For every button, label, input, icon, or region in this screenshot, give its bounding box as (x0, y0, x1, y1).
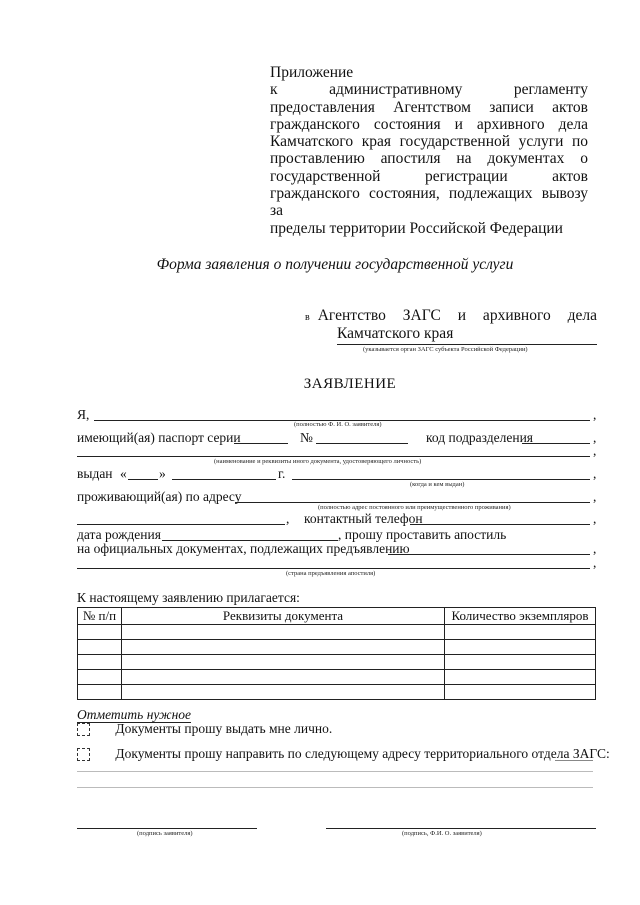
option-mail (77, 746, 610, 762)
table-row (78, 670, 596, 685)
table-cell[interactable] (122, 670, 445, 685)
issued-by-field[interactable] (292, 479, 590, 480)
comma: , (593, 466, 597, 481)
comma: , (593, 541, 597, 556)
addressee-prefix: в (305, 312, 310, 323)
addressee-line1: Агентство ЗАГС и архивного дела (317, 307, 597, 324)
comma: , (593, 555, 597, 570)
appendix-line: Камчатского края государственной услуги по (270, 133, 588, 151)
appendix-line: гражданского состояния, подлежащих вывозу за (270, 185, 588, 220)
table-cell[interactable] (78, 625, 122, 640)
signature-hint: (подпись заявителя) (137, 830, 193, 837)
official-docs-label: на официальных документах, подлежащих предъявлению (77, 541, 410, 556)
appendix-line: пределы территории Российской Федерации (270, 219, 563, 237)
issued-hint: (когда и кем выдан) (410, 481, 465, 488)
addressee-block (305, 307, 597, 354)
address-hint: (полностью адрес постоянного или преимущественного проживания) (318, 504, 511, 511)
i-label: Я, (77, 407, 90, 422)
passport-number-field[interactable] (316, 443, 408, 444)
table-cell[interactable] (445, 640, 596, 655)
appendix-line: предоставления Агентством записи актов (270, 98, 588, 116)
table-row (78, 685, 596, 700)
addressee-line2[interactable]: Камчатского края (337, 325, 597, 345)
document-hint: (наименование и реквизиты иного документа, удостоверяющего личность) (214, 458, 422, 465)
issued-day-field[interactable] (128, 479, 158, 480)
signature-fio-field[interactable] (326, 828, 596, 829)
passport-label: имеющий(ая) паспорт серии (77, 430, 241, 445)
zags-address-field[interactable] (555, 760, 593, 761)
passport-series-field[interactable] (234, 443, 288, 444)
birth-label: дата рождения (77, 527, 161, 542)
quote-close: » (159, 466, 166, 481)
table-cell[interactable] (445, 670, 596, 685)
table-cell[interactable] (445, 685, 596, 700)
address-field[interactable] (235, 502, 590, 503)
signature-field[interactable] (77, 828, 257, 829)
option-mail-label: Документы прошу направить по следующему адресу территориального отдела ЗАГС: (115, 746, 610, 761)
comma: , (593, 430, 597, 445)
attachments-table (77, 607, 596, 700)
year-suffix: г. (278, 466, 286, 481)
address-continued-field[interactable] (77, 524, 285, 525)
appendix-line: государственной регистрации актов (270, 167, 588, 185)
signature-fio-hint: (подпись, Ф.И. О. заявителя) (402, 830, 482, 837)
table-cell[interactable] (445, 625, 596, 640)
issued-label: выдан (77, 466, 113, 481)
official-docs-field[interactable] (388, 554, 590, 555)
table-cell[interactable] (122, 655, 445, 670)
checkbox-personal[interactable] (77, 723, 90, 736)
address-line[interactable] (77, 771, 593, 772)
comma: , (593, 489, 597, 504)
phone-field[interactable] (410, 524, 590, 525)
checkbox-mail[interactable] (77, 748, 90, 761)
country-field[interactable] (77, 568, 590, 569)
fio-hint: (полностью Ф. И. О. заявителя) (294, 421, 382, 428)
other-document-field[interactable] (77, 456, 590, 457)
comma: , (593, 511, 597, 526)
table-cell[interactable] (78, 640, 122, 655)
comma: , (593, 443, 597, 458)
apostille-request: , прошу проставить апостиль (338, 527, 507, 542)
option-personal (77, 721, 332, 737)
column-header: Реквизиты документа (122, 608, 445, 625)
table-cell[interactable] (78, 655, 122, 670)
attachments-label: К настоящему заявлению прилагается: (77, 590, 300, 605)
code-label: код подразделения (426, 430, 534, 445)
table-cell[interactable] (122, 685, 445, 700)
appendix-line: Приложение (270, 64, 354, 81)
table-row (78, 625, 596, 640)
column-header: № п/п (78, 608, 122, 625)
subdivision-code-field[interactable] (522, 443, 590, 444)
appendix-line: к административному регламенту (270, 81, 588, 99)
table-cell[interactable] (122, 625, 445, 640)
comma: , (286, 511, 290, 526)
address-line[interactable] (77, 787, 593, 788)
addressee-hint: (указывается орган ЗАГС субъекта Российской Федерации) (363, 346, 528, 353)
table-cell[interactable] (78, 685, 122, 700)
country-hint: (страна предъявления апостиля) (286, 570, 376, 577)
number-label: № (300, 430, 313, 445)
table-header-row (78, 608, 596, 625)
form-title: Форма заявления о получении государственной услуги (156, 256, 514, 273)
issued-month-field[interactable] (172, 479, 276, 480)
appendix-block (270, 64, 588, 237)
column-header: Количество экземпляров (445, 608, 596, 625)
table-cell[interactable] (445, 655, 596, 670)
comma: , (593, 407, 597, 422)
phone-label: контактный телефон (304, 511, 423, 526)
table-row (78, 655, 596, 670)
option-personal-label: Документы прошу выдать мне лично. (115, 721, 333, 736)
address-label: проживающий(ая) по адресу (77, 489, 242, 504)
document-heading: ЗАЯВЛЕНИЕ (303, 376, 397, 392)
appendix-line: проставлению апостиля на документах о (270, 150, 588, 168)
table-row (78, 640, 596, 655)
table-cell[interactable] (122, 640, 445, 655)
appendix-line: гражданского состояния и архивного дела (270, 115, 588, 133)
quote-open: « (120, 466, 127, 481)
options-label: Отметить нужное (77, 707, 192, 722)
table-cell[interactable] (78, 670, 122, 685)
